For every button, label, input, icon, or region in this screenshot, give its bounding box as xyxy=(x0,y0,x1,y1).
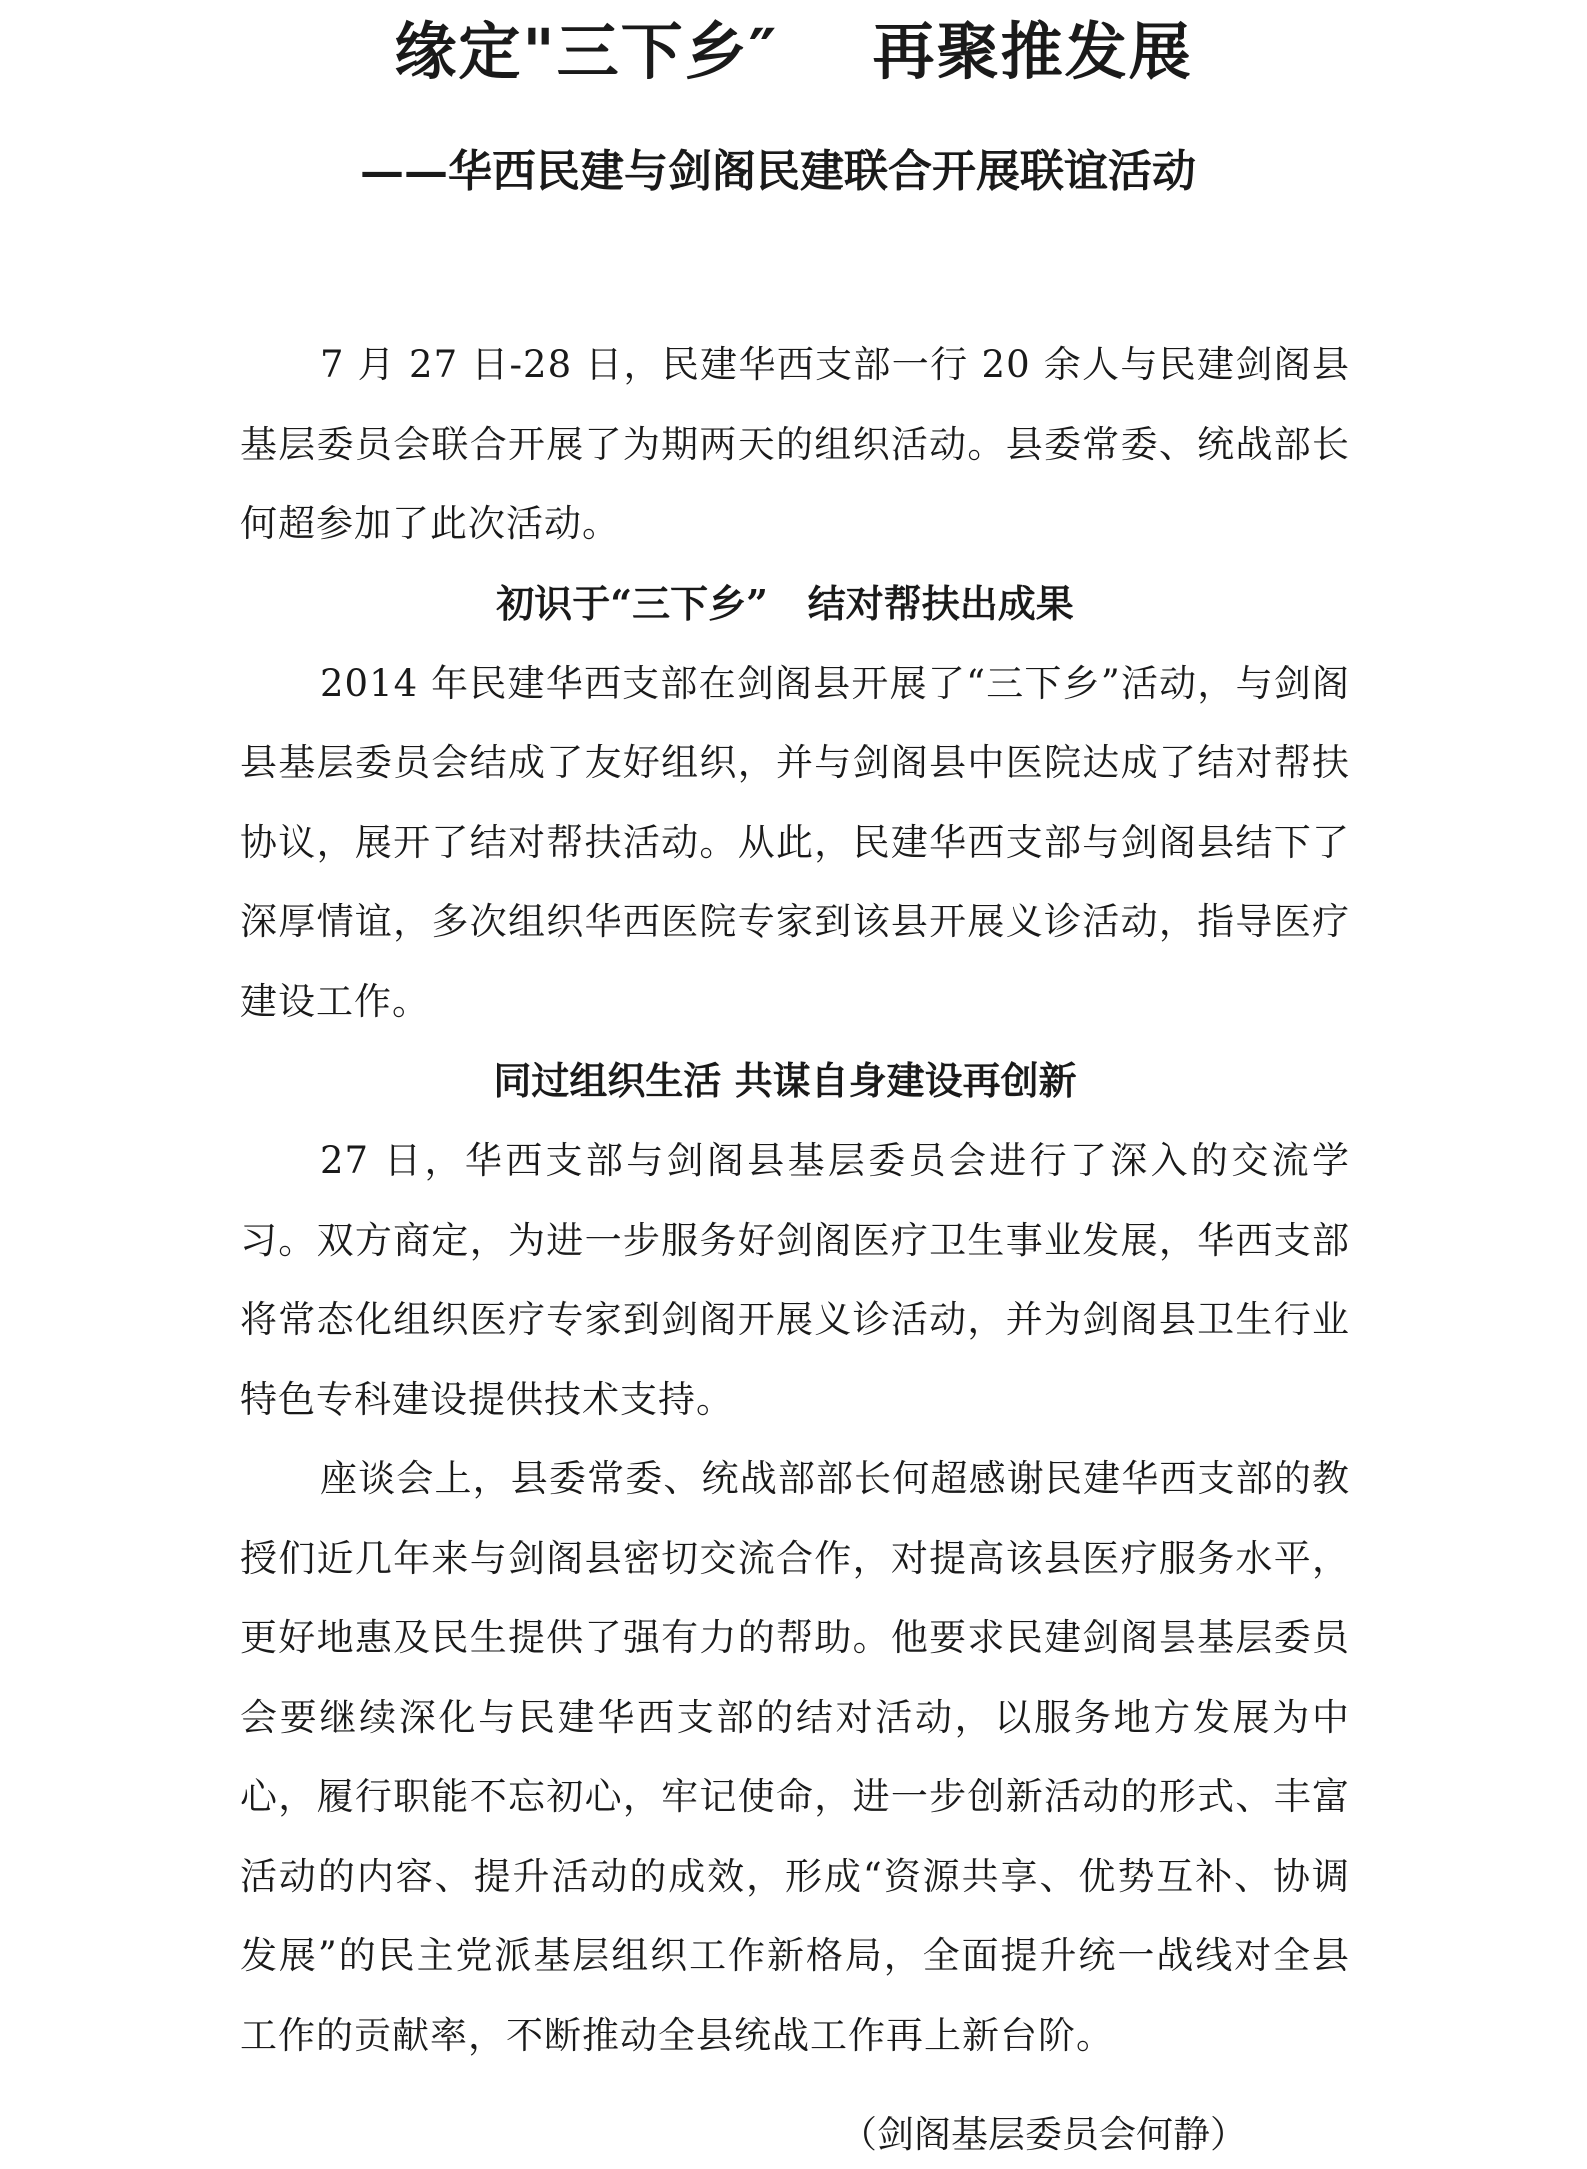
paragraph-intro: 7 月 27 日-28 日，民建华西支部一行 20 余人与民建剑阁县基层委员会联合开展了为期两天的组织活动。县委常委、统战部长何超参加了此次活动。 xyxy=(240,343,1350,545)
paragraph-exchange: 27 日，华西支部与剑阁县基层委员会进行了深入的交流学习。双方商定，为进一步服务好剑阁医疗卫生事业发展，华西支部将常态化组织医疗专家到剑阁开展义诊活动，并为剑阁县卫生行业特色专科建设提供技术支持。 xyxy=(240,1139,1350,1421)
author-signature: （剑阁基层委员会何静） xyxy=(840,2113,1247,2156)
document-subtitle: ——华西民建与剑阁民建联合开展联谊活动 xyxy=(360,146,1196,197)
paragraph-history: 2014 年民建华西支部在剑阁县开展了“三下乡”活动，与剑阁县基层委员会结成了友好组织，并与剑阁县中医院达成了结对帮扶协议，展开了结对帮扶活动。从此，民建华西支部与剑阁县结下了深厚情谊，多次组织华西医院专家到该县开展义诊活动，指导医疗建设工作。 xyxy=(240,661,1350,1023)
paragraph-meeting: 座谈会上，县委常委、统战部部长何超感谢民建华西支部的教授们近几年来与剑阁县密切交流合作，对提高该县医疗服务水平，更好地惠及民生提供了强有力的帮助。他要求民建剑阁昙基层委员会要继续深化与民建华西支部的结对活动，以服务地方发展为中心，履行职能不忘初心，牢记使命，进一步创新活动的形式、丰富活动的内容、提升活动的成效，形成“资源共享、优势互补、协调发展”的民主党派基层组织工作新格局，全面提升统一战线对全县工作的贡献率，不断推动全县统战工作再上新台阶。 xyxy=(240,1457,1350,2057)
document-title: 缘定"三下乡″ 再聚推发展 xyxy=(394,15,1193,88)
section-heading-joint-activity: 同过组织生活 共谋自身建设再创新 xyxy=(493,1058,1077,1103)
document-body xyxy=(240,325,1350,2075)
section-heading-first-meeting: 初识于“三下乡” 结对帮扶出成果 xyxy=(496,580,1074,626)
